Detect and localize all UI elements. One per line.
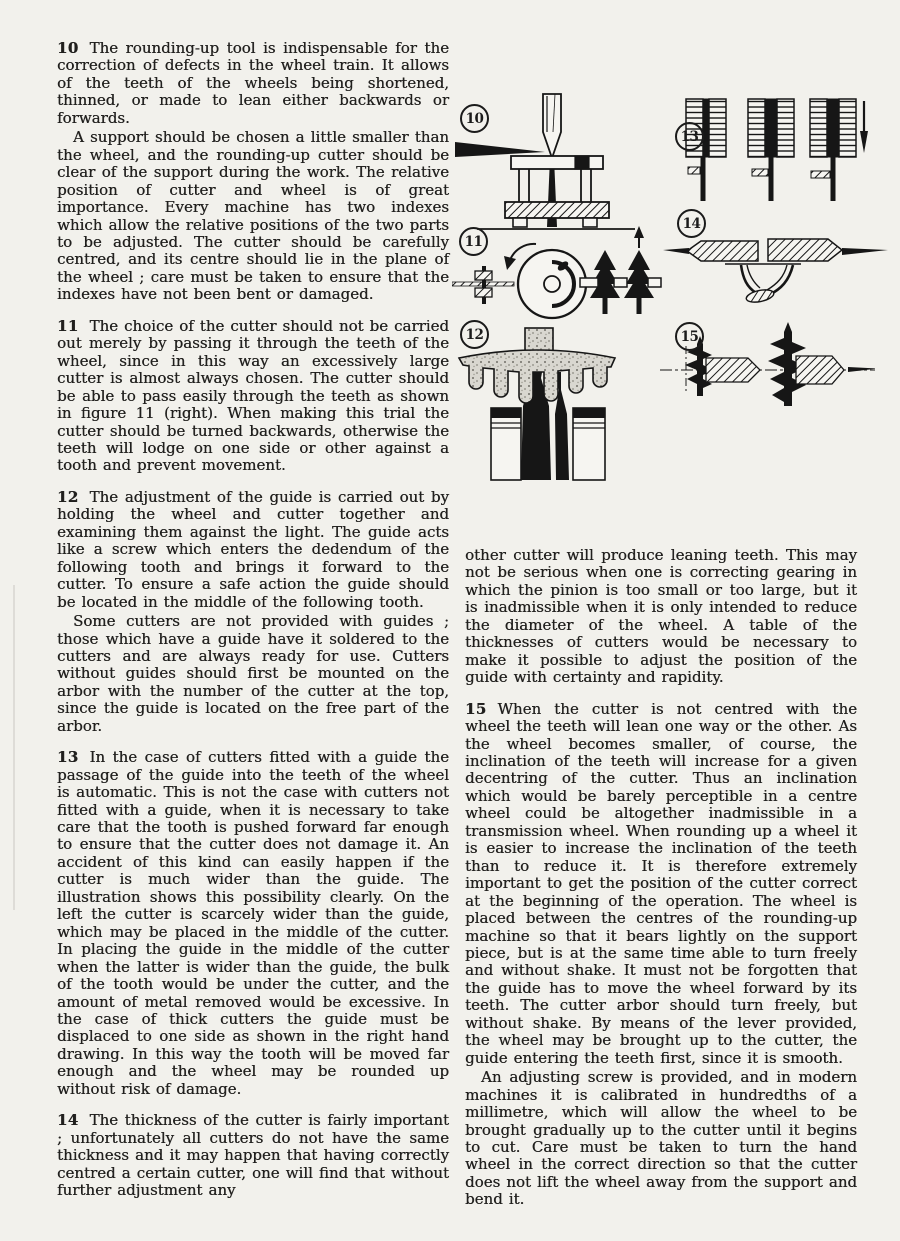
right-text-column [465, 547, 857, 1209]
paragraph-number: 13 [57, 748, 79, 767]
figure-15-number-badge: 15 [675, 322, 704, 351]
figure-10 [455, 92, 645, 234]
numbered-paragraph-15: 15 When the cutter is not centred with the wheel the teeth will lean one way or the other. As the wheel becomes smaller, of course, the inclination of the teeth will increase for a given decentring of the cutter. Thus an inclination which would be barely perceptible in a centre wheel could be altogether inadmissible in a transmission wheel. When rounding up a wheel it is easier to increase the inclination of the teeth than to reduce it. It is therefore extremely important to get the position of the cutter correct at the beginning of the operation. The wheel is placed between the centres of the rounding-up machine so that it bears lightly on the support piece, but is at the same time able to turn freely and without shake. It must not be forgotten that the guide has to move the wheel forward by its teeth. The cutter arbor should turn freely, but without shake. By means of the lever provided, the wheel may be brought up to the cutter, the guide entering the teeth first, since it is smooth. [465, 699, 857, 1067]
paragraph: A support should be chosen a little smaller than the wheel, and the rounding-up cutter should be clear of the support during the work. The relative position of cutter and wheel is of great importance. Every machine has two indexes which allow the relative positions of the two parts to be adjusted. The cutter should be carefully centred, and its centre should lie in the plane of the wheel ; care must be taken to ensure that the indexes have not been bent or damaged. [57, 128, 449, 304]
numbered-paragraph-12: 12 The adjustment of the guide is carried out by holding the wheel and cutter together and examining them against the light. The guide acts like a screw which enters the dedendum of the following tooth and brings it forward to the cutter. To ensure a safe action the guide should be located in the middle of the following tooth. [57, 487, 449, 611]
figure-11-number-badge: 11 [459, 227, 488, 256]
paragraph-number: 14 [57, 1111, 79, 1130]
figure-13-cutters-drawing [668, 95, 873, 207]
scan-fold-line [13, 585, 15, 910]
numbered-paragraph-13: 13 In the case of cutters fitted with a guide the passage of the guide into the teeth of the wheel is automatic. This is not the case with cutters not fitted with a guide, when it is necessary to take care that the tooth is pushed forward far enough to ensure that the cutter does not damage it. An accident of this kind can easily happen if the cutter is much wider than the guide. The illustration shows this possibility clearly. On the left the cutter is scarcely wider than the guide, which may be placed in the middle of the cutter. In placing the guide in the middle of the cutter when the latter is wider than the guide, the bulk of the tooth would be under the cutter, and the amount of metal removed would be excessive. In the case of thick cutters the guide must be displaced to one side as shown in the right hand drawing. In this way the tooth will be moved far enough and the wheel may be rounded up without risk of damage. [57, 748, 449, 1098]
numbered-paragraph-14: 14 The thickness of the cutter is fairly important ; unfortunately all cutters do not have the same thickness and it may happen that having correctly centred a certain cutter, one will find that without further adjustment any [57, 1111, 449, 1200]
numbered-paragraph-10: 10 The rounding-up tool is indispensable for the correction of defects in the wheel train. It allows of the teeth of the wheels being shortened, thinned, or made to lean either backwards or forwards. [57, 39, 449, 127]
figure-13 [668, 95, 873, 207]
paragraph-number: 12 [57, 487, 79, 506]
paragraph: Some cutters are not provided with guides ; those which have a guide have it soldered to the cutters and are always ready for use. Cutters without guides should first be mounted on the arbor with the number of the cutter at the top, since the guide is located on the free part of the arbor. [57, 612, 449, 735]
figure-12 [455, 320, 620, 485]
figure-13-number-badge: 13 [675, 122, 704, 151]
paragraph: An adjusting screw is provided, and in modern machines it is calibrated in hundredths of a millimetre, which will allow the wheel to be brought gradually up to the cutter until it begins to cut. Care must be taken to turn the hand wheel in the correct direction so that the cutter does not lift the wheel away from the support and bend it. [465, 1068, 857, 1209]
figure-11 [452, 226, 662, 328]
numbered-paragraph-11: 11 The choice of the cutter should not be carried out merely by passing it through the teeth of the wheel, since in this way an excessively large cutter is almost always chosen. The cutter should be able to pass easily through the teeth as shown in figure 11 (right). When making this trial the cutter should be turned backwards, otherwise the teeth will lodge on one side or other against a tooth and prevent movement. [57, 316, 449, 475]
paragraph-number: 10 [57, 39, 79, 57]
figure-12-number-badge: 12 [460, 320, 489, 349]
figure-14 [663, 208, 888, 308]
paragraph-number: 11 [57, 316, 79, 335]
left-text-column [57, 40, 449, 1200]
figure-15 [660, 318, 875, 423]
paragraph: other cutter will produce leaning teeth. This may not be serious when one is correcting gearing in which the pinion is too small or too large, but it is inadmissible when it is only intended to reduce the diameter of the wheel. A table of the thicknesses of cutters would be necessary to make it possible to adjust the position of the guide with certainty and rapidity. [465, 546, 857, 687]
figure-10-number-badge: 10 [460, 104, 489, 133]
paragraph-number: 15 [465, 699, 487, 718]
figure-14-number-badge: 14 [677, 209, 706, 238]
